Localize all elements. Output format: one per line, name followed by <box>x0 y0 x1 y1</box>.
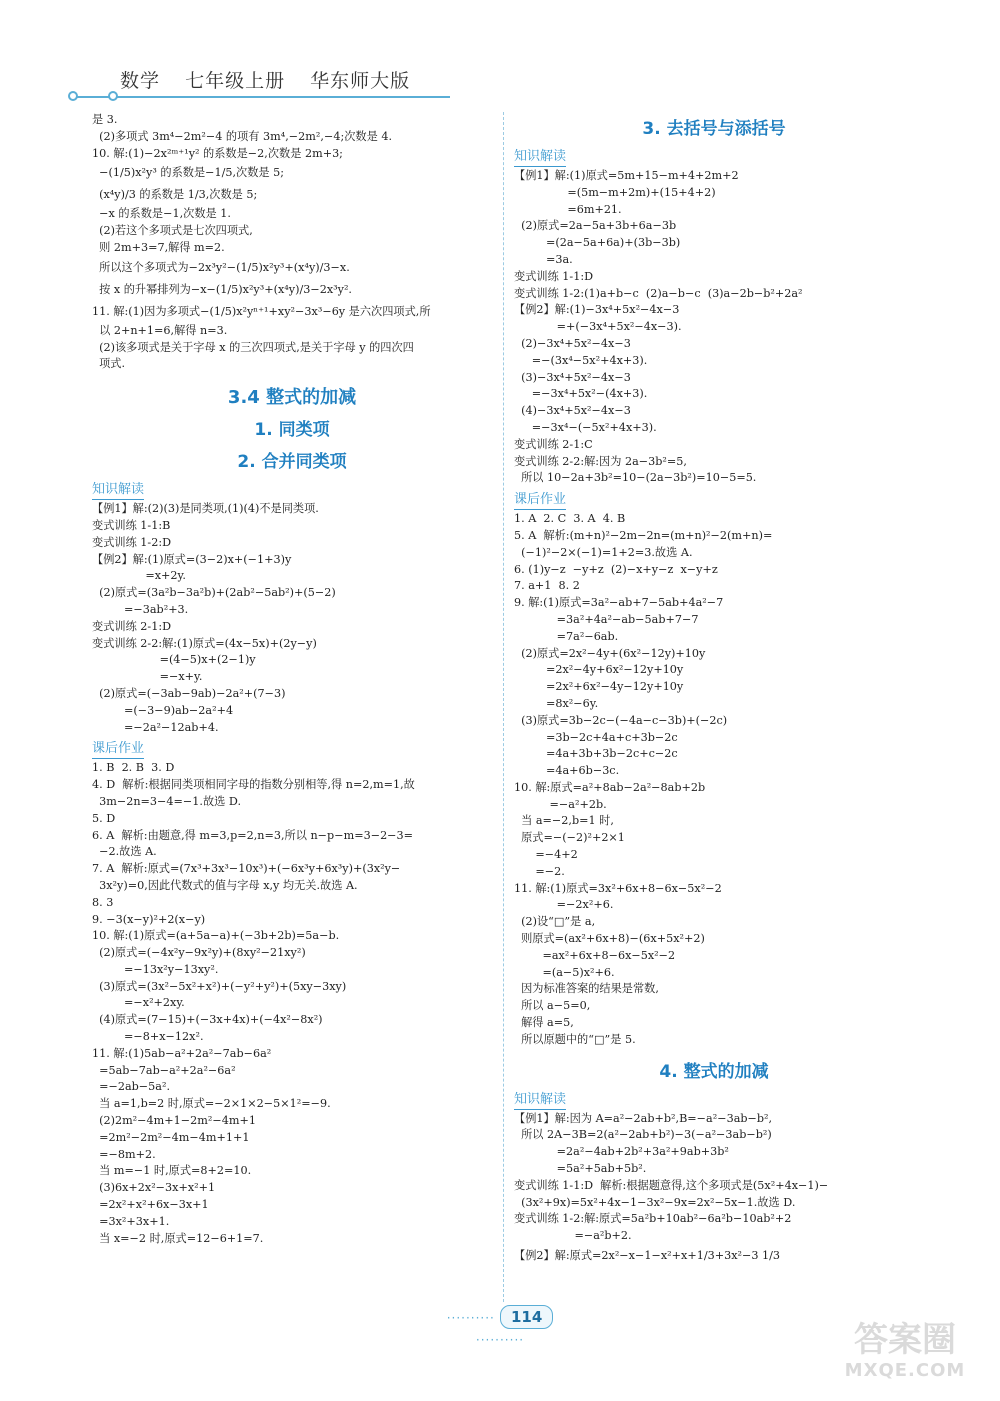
answer-line: 变式训练 2-1:C <box>514 437 593 451</box>
answer-line: =−x²+2xy. <box>92 996 185 1010</box>
header-edition: 华东师大版 <box>310 70 411 92</box>
answer-line: =−4+2 <box>514 848 578 862</box>
answer-line: =4a+6b−3c. <box>514 764 620 778</box>
answer-line: =−3ab²+3. <box>92 602 189 616</box>
answer-line: 【例2】解:原式=2x²−x−1−x²+x+1/3+3x²−3 1/3 <box>514 1249 781 1263</box>
answer-line: =(5m−m+2m)+(15+4+2) <box>514 185 716 199</box>
answer-line: (2)原式=(−3ab−9ab)−2a²+(7−3) <box>92 686 286 700</box>
answer-line: 项式. <box>92 357 126 371</box>
answer-line: 原式=−(−2)²+2×1 <box>514 831 625 845</box>
watermark-en: MXQE.COM <box>844 1360 966 1381</box>
answer-line: 按 x 的升幂排列为−x−(1/5)x²y³+(x⁴y)/3−2x³y². <box>92 282 352 296</box>
answer-line: (2)设“□”是 a, <box>514 915 596 929</box>
knowledge-tag: 知识解读 <box>92 481 144 500</box>
answer-line: 则原式=(ax²+6x+8)−(6x+5x²+2) <box>514 932 705 946</box>
answer-line: (2)该多项式是关于字母 x 的三次四项式,是关于字母 y 的四次四 <box>92 340 414 354</box>
answer-line: 【例1】解:(2)(3)是同类项,(1)(4)不是同类项. <box>92 502 319 516</box>
answer-line: =−3x⁴−(−5x²+4x+3). <box>514 420 657 434</box>
answer-line: 5. D <box>92 811 116 825</box>
answer-line: =−3x⁴+5x²−(4x+3). <box>514 387 648 401</box>
answer-line: 变式训练 1-2:解:原式=5a²b+10ab²−6a²b−10ab²+2 <box>514 1212 792 1226</box>
answer-line: =2x²−4y+6x²−12y+10y <box>514 663 684 677</box>
knowledge-tag: 知识解读 <box>514 148 566 167</box>
answer-line: (3)原式=(3x²−5x²+x²)+(−y²+y²)+(5xy−3xy) <box>92 979 347 993</box>
answer-line: =(a−5)x²+6. <box>514 965 615 979</box>
answer-line: (2)2m²−4m+1−2m²−4m+1 <box>92 1114 256 1128</box>
answer-line: 1. B 2. B 3. D <box>92 761 175 775</box>
answer-line: 11. 解:(1)原式=3x²+6x+8−6x−5x²−2 <box>514 881 722 895</box>
header-grade: 七年级上册 <box>185 70 286 92</box>
answer-line: =+(−3x⁴+5x²−4x−3). <box>514 320 682 334</box>
answer-line: 8. 3 <box>92 895 114 909</box>
page-number <box>430 1305 570 1348</box>
answer-line: 变式训练 2-2:解:因为 2a−3b²=5, <box>514 454 687 468</box>
answer-line: =−2ab−5a². <box>92 1080 171 1094</box>
answer-line: 3m−2n=3−4=−1.故选 D. <box>92 794 241 808</box>
answer-line: 5. A 解析:(m+n)²−2m−2n=(m+n)²−2(m+n)= <box>514 528 773 542</box>
answer-line: 11. 解:(1)5ab−a²+2a²−7ab−6a² <box>92 1046 272 1060</box>
answer-line: 变式训练 2-2:解:(1)原式=(4x−5x)+(2y−y) <box>92 636 317 650</box>
header-rule-dot <box>108 91 118 101</box>
section-combine-like-terms-title: 2. 合并同类项 <box>237 452 347 473</box>
header-rule <box>70 96 450 98</box>
answer-line: −2.故选 A. <box>92 845 157 859</box>
header-rule-dot <box>68 91 78 101</box>
answer-line: =−2. <box>514 864 565 878</box>
answer-line: 【例1】解:因为 A=a²−2ab+b²,B=−a²−3ab−b², <box>514 1111 773 1125</box>
answer-line: 所以 2A−3B=2(a²−2ab+b²)−3(−a²−3ab−b²) <box>514 1128 772 1142</box>
answer-line: 9. 解:(1)原式=3a²−ab+7−5ab+4a²−7 <box>514 596 724 610</box>
right-column <box>514 112 914 1267</box>
watermark-cn: 答案圈 <box>854 1320 956 1360</box>
answer-line: =8x²−6y. <box>514 696 599 710</box>
answer-line: =−2x²+6. <box>514 898 614 912</box>
answer-line: 变式训练 1-1:D 解析:根据题意得,这个多项式是(5x²+4x−1)− <box>514 1178 829 1192</box>
answer-line: 10. 解:(1)−2x²ᵐ⁺¹y² 的系数是−2,次数是 2m+3; <box>92 146 343 160</box>
answer-line: =−a²b+2. <box>514 1229 632 1243</box>
answer-line: 3x²y)=0,因此代数式的值与字母 x,y 均无关.故选 A. <box>92 878 358 892</box>
answer-line: 7. a+1 8. 2 <box>514 579 580 593</box>
answer-line: 变式训练 1-1:B <box>92 518 171 532</box>
answer-line: (3)原式=3b−2c−(−4a−c−3b)+(−2c) <box>514 713 728 727</box>
answer-line: =5ab−7ab−a²+2a²−6a² <box>92 1063 236 1077</box>
answer-line: =5a²+5ab+5b². <box>514 1162 647 1176</box>
page-header <box>120 66 428 93</box>
answer-line: =−x+y. <box>92 670 203 684</box>
answer-line: =3a. <box>514 252 573 266</box>
knowledge-tag: 知识解读 <box>514 1091 566 1110</box>
answer-line: (2)若这个多项式是七次四项式, <box>92 224 253 238</box>
answer-line: (3)−3x⁴+5x²−4x−3 <box>514 370 631 384</box>
answer-line: 变式训练 1-2:D <box>92 535 172 549</box>
left-column <box>92 112 492 1247</box>
answer-line: −x 的系数是−1,次数是 1. <box>92 207 231 221</box>
answer-line: =2x²+x²+6x−3x+1 <box>92 1198 209 1212</box>
answer-line: =2m²−2m²−4m−4m+1+1 <box>92 1130 250 1144</box>
homework-tag: 课后作业 <box>514 491 566 510</box>
answer-line: 11. 解:(1)因为多项式−(1/5)x²yⁿ⁺¹+xy²−3x³−6y 是六次四项式,所 <box>92 304 431 318</box>
answer-line: 当 x=−2 时,原式=12−6+1=7. <box>92 1231 264 1245</box>
answer-line: 解得 a=5, <box>514 1016 574 1030</box>
answer-line: =7a²−6ab. <box>514 629 619 643</box>
answer-line: (−1)²−2×(−1)=1+2=3.故选 A. <box>514 545 693 559</box>
answer-line: (2)原式=(3a²b−3a²b)+(2ab²−5ab²)+(5−2) <box>92 586 336 600</box>
answer-line: 所以 10−2a+3b²=10−(2a−3b²)=10−5=5. <box>514 471 757 485</box>
answer-line: 【例2】解:(1)原式=(3−2)x+(−1+3)y <box>92 552 292 566</box>
page-number-dots: ·········· <box>446 1311 495 1325</box>
answer-line: 7. A 解析:原式=(7x³+3x³−10x³)+(−6x³y+6x³y)+(3x²y− <box>92 862 401 876</box>
page-number-dots: ·········· <box>475 1333 525 1347</box>
answer-line: (2)原式=2x²−4y+(6x²−12y)+10y <box>514 646 706 660</box>
answer-line: =−a²+2b. <box>514 797 607 811</box>
answer-line: =−8+x−12x². <box>92 1030 204 1044</box>
answer-line: 1. A 2. C 3. A 4. B <box>514 512 626 526</box>
answer-line: =−(3x⁴−5x²+4x+3). <box>514 353 648 367</box>
answer-line: 则 2m+3=7,解得 m=2. <box>92 240 225 254</box>
left-lines-a <box>92 112 492 373</box>
answer-line: =x+2y. <box>92 569 186 583</box>
answer-line: 变式训练 1-2:(1)a+b−c (2)a−b−c (3)a−2b−b²+2a² <box>514 286 803 300</box>
answer-line: =3a²+4a²−ab−5ab+7−7 <box>514 612 699 626</box>
answer-line: =−2a²−12ab+4. <box>92 720 219 734</box>
answer-line: −(1/5)x²y³ 的系数是−1/5,次数是 5; <box>92 166 285 180</box>
answer-line: 所以这个多项式为−2x³y²−(1/5)x²y³+(x⁴y)/3−x. <box>92 260 350 274</box>
answer-line: =ax²+6x+8−6x−5x²−2 <box>514 948 676 962</box>
answer-line: =−13x²y−13xy². <box>92 962 219 976</box>
answer-line: =(2a−5a+6a)+(3b−3b) <box>514 236 681 250</box>
answer-line: 当 a=−2,b=1 时, <box>514 814 614 828</box>
answer-line: (2)原式=(−4x²y−9x²y)+(8xy²−21xy²) <box>92 946 306 960</box>
answer-line: =2a²−4ab+2b²+3a²+9ab+3b² <box>514 1145 729 1159</box>
answer-line: 因为标准答案的结果是常数, <box>514 982 659 996</box>
answer-line: 6. A 解析:由题意,得 m=3,p=2,n=3,所以 n−p−m=3−2−3= <box>92 828 414 842</box>
answer-line: 10. 解:(1)原式=(a+5a−a)+(−3b+2b)=5a−b. <box>92 929 340 943</box>
page-number-value: 114 <box>500 1305 553 1329</box>
column-divider <box>503 112 504 1302</box>
section-add-subtract-title: 4. 整式的加减 <box>659 1061 769 1082</box>
right-lines-b <box>514 511 914 1049</box>
answer-line: (2)多项式 3m⁴−2m²−4 的项有 3m⁴,−2m²,−4;次数是 4. <box>92 129 393 143</box>
answer-line: =2x²+6x²−4y−12y+10y <box>514 680 684 694</box>
left-lines-c <box>92 760 492 1247</box>
right-lines-c <box>514 1111 914 1267</box>
answer-line: =(−3−9)ab−2a²+4 <box>92 703 234 717</box>
answer-line: =−8m+2. <box>92 1147 156 1161</box>
section-like-terms-title: 1. 同类项 <box>254 420 330 441</box>
answer-line: (3)6x+2x²−3x+x²+1 <box>92 1181 216 1195</box>
header-subject: 数学 <box>120 70 161 92</box>
answer-line: =3b−2c+4a+c+3b−2c <box>514 730 678 744</box>
answer-line: (2)原式=2a−5a+3b+6a−3b <box>514 219 677 233</box>
right-lines-a <box>514 168 914 487</box>
answer-line: (4)−3x⁴+5x²−4x−3 <box>514 404 631 418</box>
answer-line: =4a+3b+3b−2c+c−2c <box>514 747 678 761</box>
answer-line: (2)−3x⁴+5x²−4x−3 <box>514 336 631 350</box>
answer-line: (4)原式=(7−15)+(−3x+4x)+(−4x²−8x²) <box>92 1013 323 1027</box>
answer-line: 6. (1)y−z −y+z (2)−x+y−z x−y+z <box>514 562 718 576</box>
answer-line: 4. D 解析:根据同类项相同字母的指数分别相等,得 n=2,m=1,故 <box>92 778 415 792</box>
answer-line: =6m+21. <box>514 202 622 216</box>
watermark <box>815 1320 995 1395</box>
answer-line: 以 2+n+1=6,解得 n=3. <box>92 323 228 337</box>
answer-line: 是 3. <box>92 113 118 126</box>
answer-line: =3x²+3x+1. <box>92 1214 170 1228</box>
left-lines-b <box>92 501 492 736</box>
answer-line: 变式训练 1-1:D <box>514 269 594 283</box>
answer-line: 10. 解:原式=a²+8ab−2a²−8ab+2b <box>514 780 706 794</box>
answer-line: 9. −3(x−y)²+2(x−y) <box>92 912 206 926</box>
answer-line: =(4−5)x+(2−1)y <box>92 653 256 667</box>
answer-line: 变式训练 2-1:D <box>92 619 172 633</box>
homework-tag: 课后作业 <box>92 740 144 759</box>
answer-line: 【例1】解:(1)原式=5m+15−m+4+2m+2 <box>514 169 739 182</box>
answer-line: 当 a=1,b=2 时,原式=−2×1×2−5×1²=−9. <box>92 1097 331 1111</box>
answer-line: 当 m=−1 时,原式=8+2=10. <box>92 1164 252 1178</box>
section-3-4-title: 3.4 整式的加减 <box>227 387 357 409</box>
answer-line: 所以原题中的“□”是 5. <box>514 1032 636 1046</box>
answer-line: 【例2】解:(1)−3x⁴+5x²−4x−3 <box>514 303 680 317</box>
answer-line: (x⁴y)/3 的系数是 1/3,次数是 5; <box>92 188 258 202</box>
section-brackets-title: 3. 去括号与添括号 <box>642 119 786 139</box>
answer-line: (3x²+9x)=5x²+4x−1−3x²−9x=2x²−5x−1.故选 D. <box>514 1195 796 1209</box>
answer-line: 所以 a−5=0, <box>514 999 591 1013</box>
